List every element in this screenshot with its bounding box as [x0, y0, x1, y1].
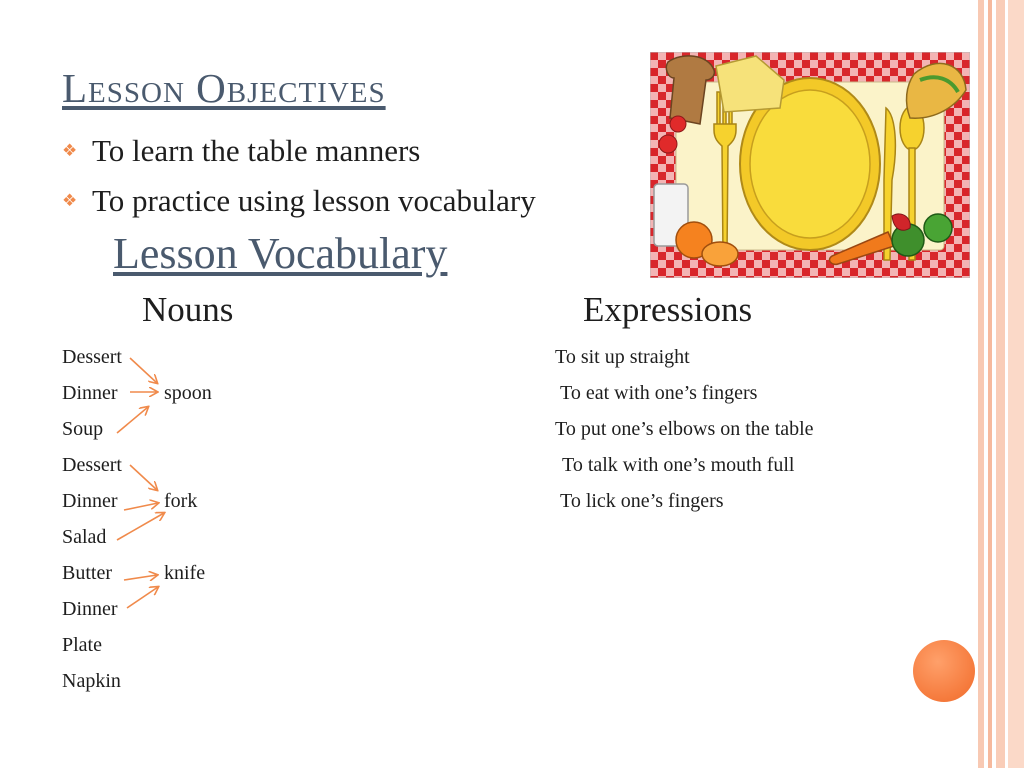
noun-item: Dessert [62, 454, 122, 476]
table-setting-picture [650, 52, 970, 278]
expression-item: To eat with one’s fingers [560, 382, 758, 404]
arrow [124, 575, 157, 580]
edge-stripe [1008, 0, 1024, 768]
noun-item: Salad [62, 526, 107, 548]
arrow [127, 587, 158, 608]
expression-item: To talk with one’s mouth full [562, 454, 795, 476]
arrow [117, 513, 164, 540]
diamond-bullet-icon: ❖ [62, 141, 78, 160]
edge-stripe [978, 0, 984, 768]
noun-item: Dinner [62, 382, 118, 404]
noun-item: Dinner [62, 490, 118, 512]
expressions-list [555, 342, 814, 522]
expression-item: To lick one’s fingers [560, 490, 724, 512]
arrow [130, 358, 157, 383]
noun-item: Dessert [62, 346, 122, 368]
vocabulary-title: Lesson Vocabulary [113, 229, 448, 278]
arrow [124, 503, 158, 510]
expressions-heading: Expressions [583, 290, 753, 329]
objectives-list [62, 126, 536, 226]
edge-stripe [988, 0, 992, 768]
diamond-bullet-icon: ❖ [62, 191, 78, 210]
noun-item: Soup [62, 418, 104, 440]
nouns-list [62, 342, 122, 702]
objective-item [62, 176, 536, 226]
slide-title: Lesson Objectives [62, 65, 386, 111]
objective-text: To practice using lesson vocabulary [92, 183, 536, 218]
expression-item: To put one’s elbows on the table [555, 418, 814, 440]
group-label-fork: fork [164, 490, 198, 512]
noun-item: Butter [62, 562, 112, 584]
decorative-circle [913, 640, 975, 702]
group-label-knife: knife [164, 562, 206, 584]
noun-item: Plate [62, 634, 102, 656]
arrow [130, 465, 157, 490]
nouns-heading: Nouns [142, 290, 234, 329]
objective-item [62, 126, 536, 176]
noun-item: Napkin [62, 670, 121, 692]
noun-item: Dinner [62, 598, 118, 620]
edge-stripe [996, 0, 1005, 768]
group-label-spoon: spoon [164, 382, 212, 404]
expression-item: To sit up straight [555, 346, 690, 368]
objective-text: To learn the table manners [92, 133, 421, 168]
